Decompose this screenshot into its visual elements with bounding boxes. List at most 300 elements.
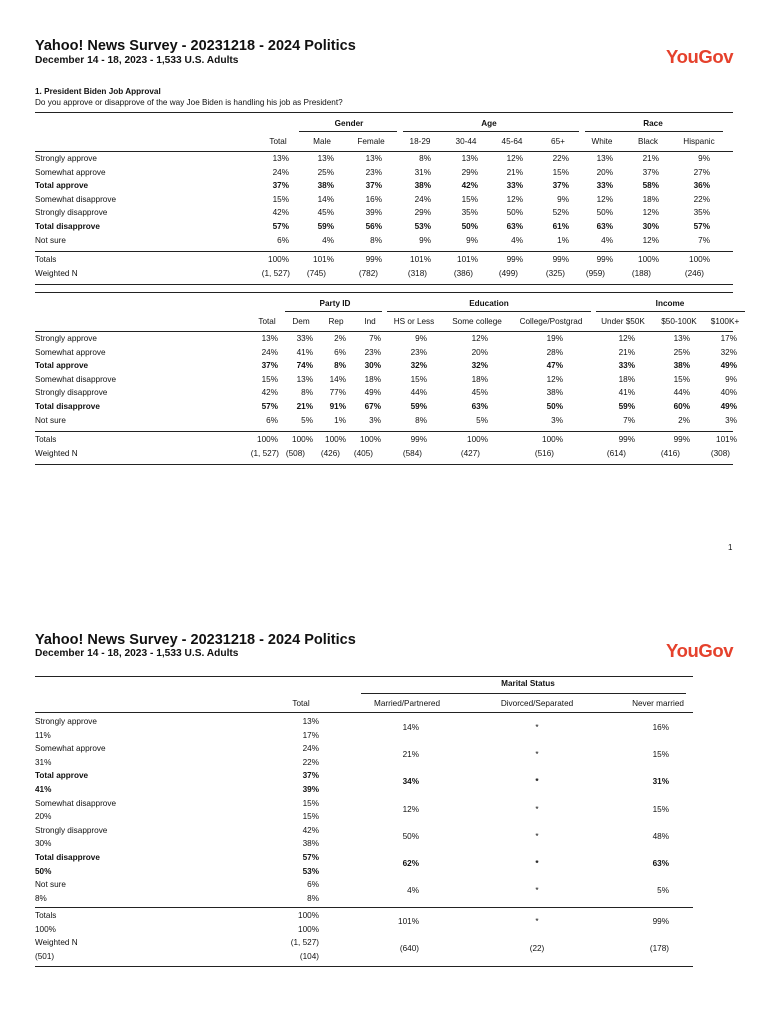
table-cell: 19% [546,334,563,343]
table-cell: (246) [684,268,704,278]
table-cell: 62% [402,859,419,868]
table-cell: 63% [506,222,523,231]
table-cell: 99% [618,435,635,445]
table-cell: (1, 527) [261,268,290,278]
row-label: Not sure [35,880,66,890]
table-cell: 57% [693,222,710,231]
table-cell: 9% [419,235,431,245]
row-label: Weighted N [35,448,78,458]
table-cell: 41% [618,388,635,398]
table-cell: 100% [542,435,563,445]
table-cell: 101% [716,435,737,445]
table-cell: 8% [419,154,431,163]
table-cell: 50% [402,831,419,841]
table-cell: (416) [660,448,680,458]
table-cell: 101% [410,255,431,265]
table-cell: 42% [261,388,278,398]
table-cell: 13% [673,334,690,343]
table-cell: 35% [693,208,710,218]
row-label: Somewhat approve [35,167,106,177]
table-cell: (405) [353,448,373,458]
table-cell: * [535,917,539,926]
table-cell: 21% [296,402,313,411]
table-cell: (499) [498,268,518,278]
table-cell: 58% [642,181,659,191]
table-cell: 101% [398,917,419,926]
row-label: Somewhat approve [35,347,106,357]
table-cell: 32% [471,361,488,371]
row-label: 31% [35,757,52,767]
column-group-rule [596,311,745,312]
row-label: Somewhat approve [35,744,106,754]
column-group-header: Age [481,119,497,128]
table-cell: 39% [302,785,319,794]
table-cell: (318) [407,268,427,278]
row-label: Somewhat disapprove [35,798,117,808]
table-cell: (427) [460,448,480,458]
row-label: 50% [35,866,52,876]
table-cell: * [535,777,539,787]
column-header: Married/Partnered [374,699,440,708]
table-cell: 63% [471,402,488,411]
table-cell: 52% [552,208,569,218]
report-title: Yahoo! News Survey - 20231218 - 2024 Politics [35,38,356,54]
table-cell: 40% [720,388,737,398]
table-cell: 44% [673,388,690,398]
table-cell: 5% [657,886,669,896]
row-label: 41% [35,785,52,794]
column-header: College/Postgrad [519,317,583,326]
table-cell: 91% [329,402,346,411]
table-cell: 100% [298,911,319,920]
table-cell: 37% [261,361,278,371]
table-cell: 53% [302,866,319,876]
report-subtitle: December 14 - 18, 2023 - 1,533 U.S. Adults [35,648,239,659]
table-cell: (516) [534,448,554,458]
column-group-rule [285,311,382,312]
table-cell: 32% [410,361,427,371]
table-cell: (22) [529,944,545,954]
table-cell: 13% [272,154,289,163]
table-cell: (584) [402,448,422,458]
table-cell: 100% [325,435,346,445]
row-label: Total approve [35,361,89,371]
table-top-rule [35,292,733,293]
row-label: 30% [35,839,52,849]
table-cell: 57% [272,222,289,231]
column-header: 30-44 [455,137,477,146]
table-cell: 14% [317,194,334,204]
row-label: Somewhat disapprove [35,374,117,384]
table-cell: 57% [261,402,278,411]
table-cell: 15% [552,167,569,177]
table-cell: 12% [506,194,523,204]
table-cell: 100% [689,255,710,265]
table-cell: 7% [369,334,381,343]
table-cell: 31% [652,777,669,787]
table-cell: 24% [302,744,319,754]
table-cell: 42% [461,181,478,191]
table-cell: 29% [414,208,431,218]
row-label: Strongly disapprove [35,388,108,398]
header-rule [35,331,733,332]
totals-rule [35,431,733,432]
row-label: Not sure [35,235,66,245]
table-cell: 23% [364,347,381,357]
column-header: Hispanic [683,137,715,146]
table-cell: 16% [365,194,382,204]
table-cell: 49% [364,388,381,398]
row-label: Total disapprove [35,402,100,411]
column-header: Total [258,317,276,326]
table-cell: 17% [302,730,319,740]
row-label: 11% [35,730,51,740]
column-group-rule [299,131,397,132]
column-header: White [591,137,613,146]
row-label: Total disapprove [35,853,100,862]
table-cell: 13% [302,717,319,726]
header-rule [35,151,733,152]
table-cell: 22% [302,757,319,767]
table-cell: 12% [642,235,659,245]
table-cell: * [535,859,539,868]
table-cell: 13% [365,154,382,163]
table-cell: 23% [365,167,382,177]
column-header: Dem [292,317,310,326]
totals-rule [35,251,733,252]
column-header: $50-100K [661,317,697,326]
table-cell: 50% [596,208,613,218]
table-cell: 100% [360,435,381,445]
table-cell: 16% [652,723,669,732]
table-cell: 6% [334,347,346,357]
table-cell: (308) [710,448,730,458]
table-cell: 38% [414,181,431,191]
table-cell: 9% [725,374,737,384]
column-header: Rep [328,317,344,326]
table-cell: 48% [652,831,669,841]
header-rule [35,712,693,713]
table-cell: (1, 527) [250,448,279,458]
table-cell: 4% [511,235,523,245]
table-bottom-rule [35,284,733,285]
row-label: 20% [35,812,52,822]
table-cell: 8% [415,415,427,425]
table-cell: 99% [506,255,523,265]
table-cell: 12% [618,334,635,343]
table-cell: 33% [506,181,523,191]
table-cell: 42% [272,208,289,218]
table-top-rule [35,676,693,677]
row-label: Total approve [35,181,89,191]
table-cell: 33% [618,361,635,371]
table-cell: 8% [334,361,346,371]
column-header: Under $50K [601,317,645,326]
table-cell: 49% [720,361,737,371]
table-cell: 59% [317,222,334,231]
table-cell: 3% [551,415,563,425]
table-cell: 18% [471,374,488,384]
column-header: Total [269,137,287,146]
table-cell: 5% [301,415,313,425]
report-title: Yahoo! News Survey - 20231218 - 2024 Politics [35,632,356,648]
table-cell: * [535,750,539,760]
table-cell: 60% [673,402,690,411]
table-cell: (614) [606,448,626,458]
table-cell: 44% [410,388,427,398]
row-label: Totals [35,255,57,265]
question-title: 1. President Biden Job Approval [35,87,161,96]
column-group-header: Income [655,299,685,308]
table-cell: 31% [414,167,431,177]
table-cell: 12% [506,154,523,163]
table-cell: 38% [302,839,319,849]
table-cell: 7% [698,235,710,245]
table-cell: 99% [596,255,613,265]
table-cell: 12% [471,334,488,343]
table-cell: 13% [461,154,478,163]
table-cell: (386) [453,268,473,278]
table-cell: 2% [334,334,346,343]
table-cell: 33% [296,334,313,343]
column-header: Total [292,699,310,708]
table-cell: * [535,886,539,896]
column-group-rule [361,693,686,694]
table-cell: 49% [720,402,737,411]
table-cell: 12% [642,208,659,218]
table-cell: 14% [329,374,346,384]
row-label: (501) [35,951,55,961]
table-cell: 63% [652,859,669,868]
table-cell: (426) [320,448,340,458]
table-cell: 21% [642,154,659,163]
table-cell: 21% [506,167,523,177]
table-cell: 53% [414,222,431,231]
table-cell: * [535,723,539,732]
table-top-rule [35,112,733,113]
table-cell: (104) [299,951,319,961]
table-cell: 12% [596,194,613,204]
table-cell: (782) [358,268,378,278]
column-group-rule [387,311,591,312]
table-cell: (959) [585,268,605,278]
row-label: Totals [35,435,57,445]
table-cell: 100% [257,435,278,445]
table-cell: 9% [698,154,710,163]
row-label: Strongly approve [35,717,97,726]
column-header: HS or Less [393,317,435,326]
table-cell: 21% [402,750,419,760]
row-label: Strongly disapprove [35,208,108,218]
column-group-header: Party ID [319,299,351,308]
table-cell: 27% [693,167,710,177]
table-cell: (640) [399,944,419,954]
table-cell: 37% [272,181,289,191]
table-cell: 24% [261,347,278,357]
row-label: Strongly approve [35,334,97,343]
question-text: Do you approve or disapprove of the way Joe Biden is handling his job as President? [35,98,343,107]
table-cell: 37% [365,181,382,191]
table-cell: 1% [334,415,346,425]
table-cell: 8% [307,893,319,903]
table-cell: 15% [461,194,478,204]
column-header: Female [357,137,385,146]
table-cell: 24% [272,167,289,177]
table-cell: 17% [720,334,737,343]
table-cell: 20% [596,167,613,177]
table-cell: 18% [642,194,659,204]
table-cell: (178) [649,944,669,954]
table-cell: 20% [471,347,488,357]
row-label: Strongly approve [35,154,97,163]
table-cell: 3% [725,415,737,425]
row-label: 100% [35,924,56,934]
table-cell: 9% [557,194,569,204]
table-cell: 6% [307,880,319,890]
column-header: Black [637,137,659,146]
column-group-rule [403,131,579,132]
page-number: 1 [728,543,733,552]
table-cell: 57% [302,853,319,862]
table-cell: 99% [552,255,569,265]
column-group-header: Education [469,299,509,308]
table-cell: 36% [693,181,710,191]
row-label: Total disapprove [35,222,100,231]
table-cell: 18% [618,374,635,384]
table-cell: 28% [546,347,563,357]
report-subtitle: December 14 - 18, 2023 - 1,533 U.S. Adults [35,55,239,66]
table-cell: 8% [370,235,382,245]
row-label: 8% [35,893,47,903]
table-cell: 22% [693,194,710,204]
table-cell: 100% [268,255,289,265]
table-cell: 25% [673,347,690,357]
column-group-header: Gender [334,119,364,128]
row-label: Somewhat disapprove [35,194,117,204]
table-cell: 47% [546,361,563,371]
table-cell: 100% [298,924,319,934]
table-cell: 15% [302,798,319,808]
table-bottom-rule [35,464,733,465]
column-group-rule [585,131,723,132]
table-cell: 1% [557,235,569,245]
table-cell: 23% [410,347,427,357]
row-label: Total approve [35,771,89,781]
column-group-header: Marital Status [501,679,555,688]
table-cell: 7% [623,415,635,425]
table-cell: 2% [678,415,690,425]
table-cell: 30% [642,222,659,231]
table-cell: 29% [461,167,478,177]
table-cell: 63% [596,222,613,231]
table-cell: 13% [596,154,613,163]
row-label: Totals [35,911,57,920]
column-header: Male [313,137,331,146]
row-label: Weighted N [35,938,78,948]
table-cell: 100% [292,435,313,445]
table-cell: 50% [506,208,523,218]
table-cell: 6% [266,415,278,425]
table-cell: 15% [272,194,289,204]
table-cell: 5% [476,415,488,425]
table-cell: 13% [296,374,313,384]
table-cell: 37% [642,167,659,177]
table-cell: 101% [457,255,478,265]
column-header: Never married [632,699,684,708]
table-cell: 99% [365,255,382,265]
table-cell: 42% [302,825,319,835]
table-cell: 14% [402,723,419,732]
table-cell: 15% [673,374,690,384]
table-cell: 37% [552,181,569,191]
table-cell: 50% [546,402,563,411]
table-cell: 38% [317,181,334,191]
totals-rule [35,907,693,908]
table-cell: (325) [545,268,565,278]
table-cell: 100% [638,255,659,265]
table-cell: 41% [296,347,313,357]
table-cell: 45% [317,208,334,218]
table-cell: 77% [329,388,346,398]
table-cell: 34% [402,777,419,787]
table-cell: 4% [407,886,419,896]
table-cell: 13% [261,334,278,343]
column-group-header: Race [643,119,663,128]
table-cell: 15% [261,374,278,384]
table-cell: 45% [471,388,488,398]
table-cell: (745) [306,268,326,278]
report-page-2 [0,600,768,1024]
table-cell: 25% [317,167,334,177]
table-cell: 6% [277,235,289,245]
table-cell: 22% [552,154,569,163]
table-cell: 4% [601,235,613,245]
table-cell: 3% [369,415,381,425]
table-cell: 35% [461,208,478,218]
row-label: Not sure [35,415,66,425]
column-header: 45-64 [501,137,523,146]
table-cell: 15% [302,812,319,822]
table-cell: 9% [466,235,478,245]
table-cell: (508) [285,448,305,458]
table-cell: 99% [410,435,427,445]
table-cell: 38% [546,388,563,398]
table-cell: 61% [552,222,569,231]
yougov-logo: YouGov [666,46,734,67]
table-cell: 100% [467,435,488,445]
table-cell: 4% [322,235,334,245]
table-cell: 101% [313,255,334,265]
table-cell: 13% [317,154,334,163]
table-cell: 24% [414,194,431,204]
table-cell: 15% [652,750,669,760]
table-cell: 30% [364,361,381,371]
table-cell: 12% [402,804,419,814]
table-cell: 18% [364,374,381,384]
table-cell: 9% [415,334,427,343]
table-cell: (188) [631,268,651,278]
column-header: Divorced/Separated [500,699,574,708]
column-header: 18-29 [409,137,431,146]
row-label: Strongly disapprove [35,825,108,835]
table-cell: 99% [673,435,690,445]
row-label: Weighted N [35,268,78,278]
table-cell: 59% [618,402,635,411]
column-header: Ind [364,317,376,326]
table-cell: 50% [461,222,478,231]
column-header: $100K+ [710,317,740,326]
table-cell: 8% [301,388,313,398]
